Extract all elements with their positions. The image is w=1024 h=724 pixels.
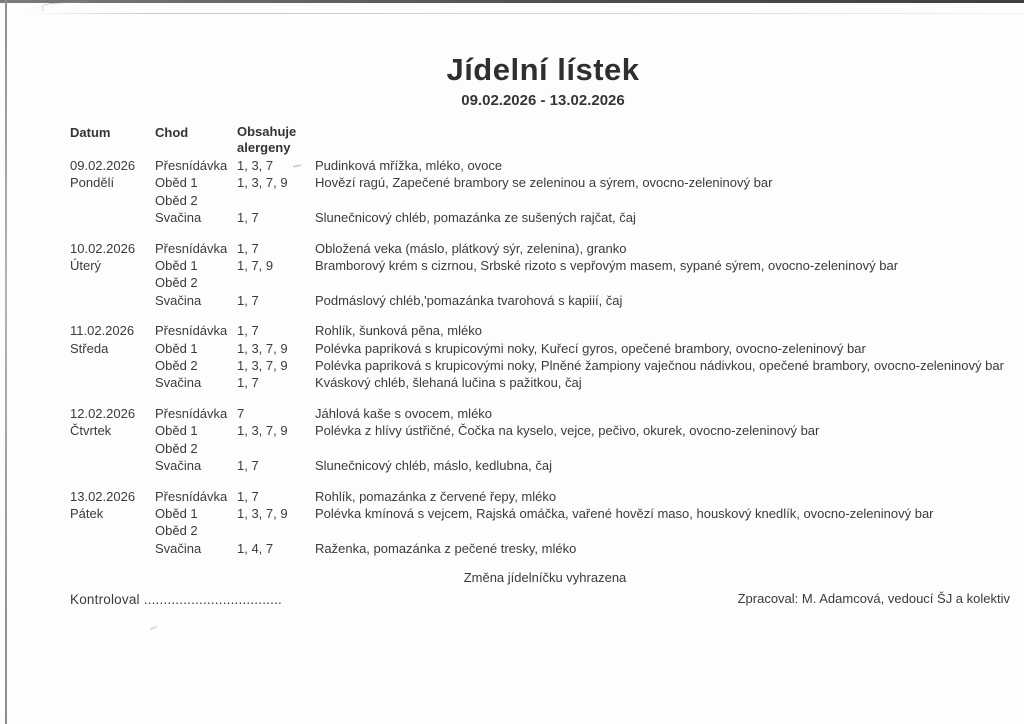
empty-cell xyxy=(70,192,155,209)
allergens-cell xyxy=(237,522,315,539)
course-cell: Přesnídávka xyxy=(155,405,228,421)
day-name-cell: Čtvrtek xyxy=(70,423,112,439)
day-name-cell: Středa xyxy=(70,340,109,356)
dish-cell: Polévka z hlívy ústřičné, Čočka na kyselo, vejce, pečivo, okurek, ovocno-zeleninový bar xyxy=(315,423,820,439)
dish-cell xyxy=(315,522,1024,539)
menu-row xyxy=(70,522,1024,539)
dish-cell: Rohlík, šunková pěna, mléko xyxy=(315,323,482,339)
course-cell: Svačina xyxy=(155,458,202,474)
course-cell: Svačina xyxy=(155,210,202,226)
empty-cell xyxy=(70,374,155,391)
dish-cell: Kváskový chléb, šlehaná lučina s pažitkou, čaj xyxy=(315,375,582,391)
empty-cell xyxy=(70,209,155,226)
empty-cell xyxy=(70,522,155,539)
day-block-thursday xyxy=(70,405,1024,475)
allergens-cell: 1, 7, 9 xyxy=(237,258,274,274)
menu-row xyxy=(70,292,1024,309)
course-cell: Oběd 2 xyxy=(155,440,198,456)
table-header-row xyxy=(70,124,1024,155)
allergens-cell: 1, 3, 7, 9 xyxy=(237,423,288,439)
allergens-cell: 1, 7 xyxy=(237,488,259,504)
course-cell: Oběd 2 xyxy=(155,358,198,374)
allergens-cell: 1, 7 xyxy=(237,458,259,474)
menu-row xyxy=(70,505,1024,522)
allergens-cell xyxy=(237,440,315,457)
empty-cell xyxy=(70,292,155,309)
col-header-chod: Chod xyxy=(155,125,189,140)
menu-row xyxy=(70,209,1024,226)
allergens-cell: 1, 7 xyxy=(237,240,259,256)
dish-cell: Pudinková mřížka, mléko, ovoce xyxy=(315,158,503,173)
allergens-cell: 1, 7 xyxy=(237,210,259,226)
day-block-tuesday xyxy=(70,240,1024,310)
course-cell: Oběd 1 xyxy=(155,423,198,439)
dish-cell: Raženka, pomazánka z pečené tresky, mléko xyxy=(315,540,577,556)
menu-row xyxy=(70,457,1024,474)
date-cell: 10.02.2026 xyxy=(70,240,136,256)
scan-edge-top xyxy=(0,0,1024,3)
date-cell: 09.02.2026 xyxy=(70,158,136,173)
scan-smudge xyxy=(150,626,157,630)
allergens-cell: 7 xyxy=(237,405,245,421)
day-name-cell: Pátek xyxy=(70,505,104,521)
menu-row xyxy=(70,157,1024,174)
dish-cell xyxy=(315,192,1024,209)
menu-row xyxy=(70,422,1024,439)
course-cell: Přesnídávka xyxy=(155,488,228,504)
menu-table xyxy=(70,124,1024,570)
course-cell: Oběd 2 xyxy=(155,275,198,291)
course-cell: Oběd 1 xyxy=(155,258,198,274)
dish-cell: Polévka kmínová s vejcem, Rajská omáčka, vařené hovězí maso, houskový knedlík, ovocno-zeleninový bar xyxy=(315,505,934,521)
course-cell: Přesnídávka xyxy=(155,158,228,173)
menu-row xyxy=(70,322,1024,339)
dish-cell xyxy=(315,274,1024,291)
menu-row xyxy=(70,488,1024,505)
date-cell: 11.02.2026 xyxy=(70,323,135,339)
day-block-monday xyxy=(70,157,1024,227)
menu-row xyxy=(70,174,1024,191)
allergens-cell: 1, 3, 7, 9 xyxy=(237,505,288,521)
allergens-cell: 1, 3, 7 xyxy=(237,158,274,173)
col-header-alergeny: Obsahuje alergeny xyxy=(237,124,297,155)
dish-cell: Jáhlová kaše s ovocem, mléko xyxy=(315,405,493,421)
course-cell: Svačina xyxy=(155,292,202,308)
course-cell: Svačina xyxy=(155,375,202,391)
dish-cell: Bramborový krém s cizrnou, Srbské rizoto s vepřovým masem, sypané sýrem, ovocno-zeleninový bar xyxy=(315,258,899,274)
empty-cell xyxy=(70,440,155,457)
page-title: Jídelní lístek xyxy=(446,52,640,87)
allergens-cell xyxy=(237,192,315,209)
dish-cell: Slunečnicový chléb, pomazánka ze sušených rajčat, čaj xyxy=(315,210,636,226)
day-block-wednesday xyxy=(70,322,1024,392)
allergens-cell xyxy=(237,274,315,291)
menu-row xyxy=(70,405,1024,422)
scan-edge-left xyxy=(5,0,7,724)
date-range: 09.02.2026 - 13.02.2026 xyxy=(461,92,625,109)
empty-cell xyxy=(70,274,155,291)
date-cell: 12.02.2026 xyxy=(70,405,136,421)
empty-cell xyxy=(70,540,155,557)
allergens-cell: 1, 3, 7, 9 xyxy=(237,340,288,356)
allergens-cell: 1, 3, 7, 9 xyxy=(237,175,288,191)
allergens-cell: 1, 3, 7, 9 xyxy=(237,358,288,374)
course-cell: Přesnídávka xyxy=(155,323,228,339)
dish-cell: Podmáslový chléb,'pomazánka tvarohová s kapiií, čaj xyxy=(315,292,623,308)
dish-cell: Polévka papriková s krupicovými noky, Kuřecí gyros, opečené brambory, ovocno-zeleninový bar xyxy=(315,340,866,356)
menu-row xyxy=(70,274,1024,291)
dish-cell: Rohlík, pomazánka z červené řepy, mléko xyxy=(315,488,557,504)
allergens-cell: 1, 4, 7 xyxy=(237,540,274,556)
date-cell: 13.02.2026 xyxy=(70,488,136,504)
menu-row xyxy=(70,374,1024,391)
dish-cell: Polévka papriková s krupicovými noky, Plněné žampiony vaječnou nádivkou, opečené brambory, ovocno-zeleninový bar xyxy=(315,358,1004,374)
allergens-cell: 1, 7 xyxy=(237,292,259,308)
zpracoval-line: Zpracoval: M. Adamcová, vedoucí ŠJ a kolektiv xyxy=(737,591,1010,606)
menu-row xyxy=(70,192,1024,209)
menu-row xyxy=(70,540,1024,557)
scan-paper-edge-line xyxy=(30,13,1024,14)
menu-row xyxy=(70,257,1024,274)
allergens-cell: 1, 7 xyxy=(237,323,259,339)
menu-row xyxy=(70,340,1024,357)
dish-cell xyxy=(315,440,1024,457)
allergens-cell: 1, 7 xyxy=(237,375,259,391)
kontroloval-line: Kontroloval ................................... xyxy=(70,592,282,607)
menu-header xyxy=(31,52,1024,109)
dish-cell: Obložená veka (máslo, plátkový sýr, zelenina), granko xyxy=(315,240,627,256)
menu-row xyxy=(70,240,1024,257)
dish-cell: Slunečnicový chléb, máslo, kedlubna, čaj xyxy=(315,458,553,474)
col-header-popis xyxy=(315,124,1024,155)
pencil-mark xyxy=(42,1,88,11)
empty-cell xyxy=(70,457,155,474)
course-cell: Oběd 2 xyxy=(155,192,198,208)
course-cell: Svačina xyxy=(155,540,202,556)
change-reserved-note: Změna jídelníčku vyhrazena xyxy=(463,570,627,585)
day-block-friday xyxy=(70,488,1024,558)
menu-row xyxy=(70,357,1024,374)
day-name-cell: Úterý xyxy=(70,258,102,274)
course-cell: Oběd 1 xyxy=(155,175,198,191)
menu-row xyxy=(70,440,1024,457)
course-cell: Přesnídávka xyxy=(155,240,228,256)
day-name-cell: Pondělí xyxy=(70,175,115,191)
course-cell: Oběd 1 xyxy=(155,340,198,356)
col-header-datum: Datum xyxy=(70,125,111,140)
course-cell: Oběd 1 xyxy=(155,505,198,521)
course-cell: Oběd 2 xyxy=(155,523,198,539)
dish-cell: Hovězí ragú, Zapečené brambory se zeleninou a sýrem, ovocno-zeleninový bar xyxy=(315,175,773,191)
empty-cell xyxy=(70,357,155,374)
